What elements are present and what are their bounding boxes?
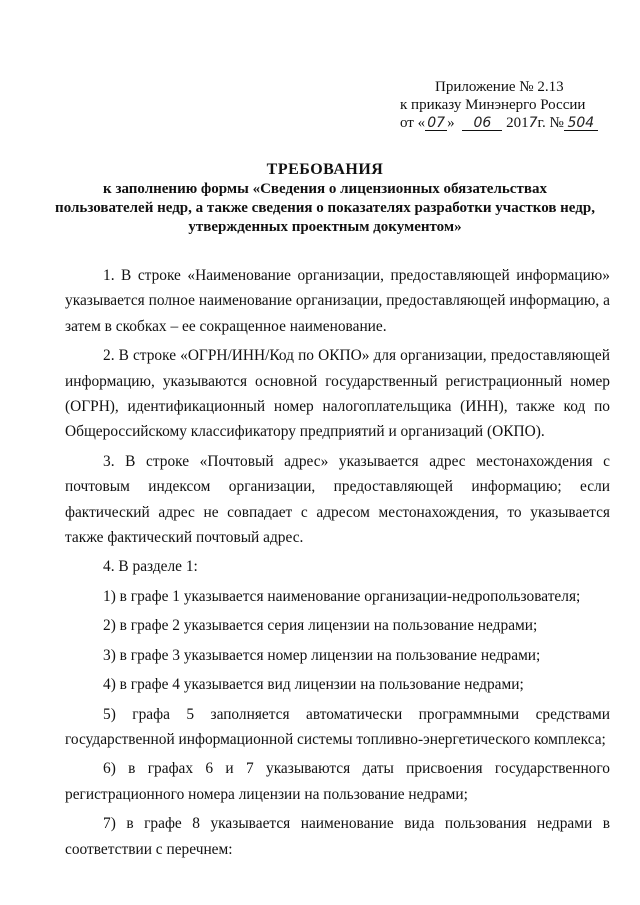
list-item-1: 1) в графе 1 указывается наименование организации-недропользователя; [103,587,581,605]
date-year-digit: 7 [528,115,538,131]
date-year-prefix: 201 [506,115,529,131]
document-title [40,160,610,237]
paragraph-1: 1. В строке «Наименование организации, предоставляющей информацию» указывается полное наименование организации, предоставляющей информацию, а затем в скобках – ее сокращенное наименование. [65,267,610,335]
order-reference: к приказу Минэнерго России [400,97,586,113]
list-item-2: 2) в графе 2 указывается серия лицензии на пользование недрами; [103,617,538,635]
list-item-5: 5) графа 5 заполняется автоматически программными средствами государственной информационной системы топливно-энергетического комплекса; [65,705,610,748]
order-number: 504 [564,116,598,131]
date-mid: » [447,115,455,131]
appendix-header [400,78,610,132]
title-line-2: пользователей недр, а также сведения о показателях разработки участков недр, [55,200,595,216]
list-item-3: 3) в графе 3 указывается номер лицензии на пользование недрами; [103,646,541,664]
list-item-4: 4) в графе 4 указывается вид лицензии на пользование недрами; [103,676,524,694]
date-year-suffix: г. № [537,115,564,131]
appendix-label: Приложение № 2.13 [435,79,564,95]
paragraph-2: 2. В строке «ОГРН/ИНН/Код по ОКПО» для организации, предоставляющей информацию, указываются основной государственный регистрационный номер (ОГРН), идентификационный номер налогоплательщика (ИНН), также код по Общероссийскому классификатору предприятий и организаций (ОКПО). [65,347,610,441]
list-item-6: 6) в графах 6 и 7 указываются даты присвоения государственного регистрационного номера лицензии на пользование недрами; [65,760,610,803]
list-item-7: 7) в графе 8 указывается наименование вида пользования недрами в соответствии с перечнем: [65,815,610,858]
order-date-line [400,114,610,132]
paragraph-4: 4. В разделе 1: [103,558,198,576]
document-body [65,263,610,862]
title-line-3: утвержденных проектным документом» [188,219,462,235]
date-day: 07 [425,116,447,131]
title-main: ТРЕБОВАНИЯ [266,161,384,178]
date-month: 06 [462,116,502,131]
date-prefix: от « [400,115,426,131]
paragraph-3: 3. В строке «Почтовый адрес» указывается адрес местонахождения с почтовым индексом организации, предоставляющей информацию; если фактический адрес не совпадает с адресом местонахождения, то указывается также фактический почтовый адрес. [65,452,610,547]
title-line-1: к заполнению формы «Сведения о лицензионных обязательствах [103,181,547,197]
